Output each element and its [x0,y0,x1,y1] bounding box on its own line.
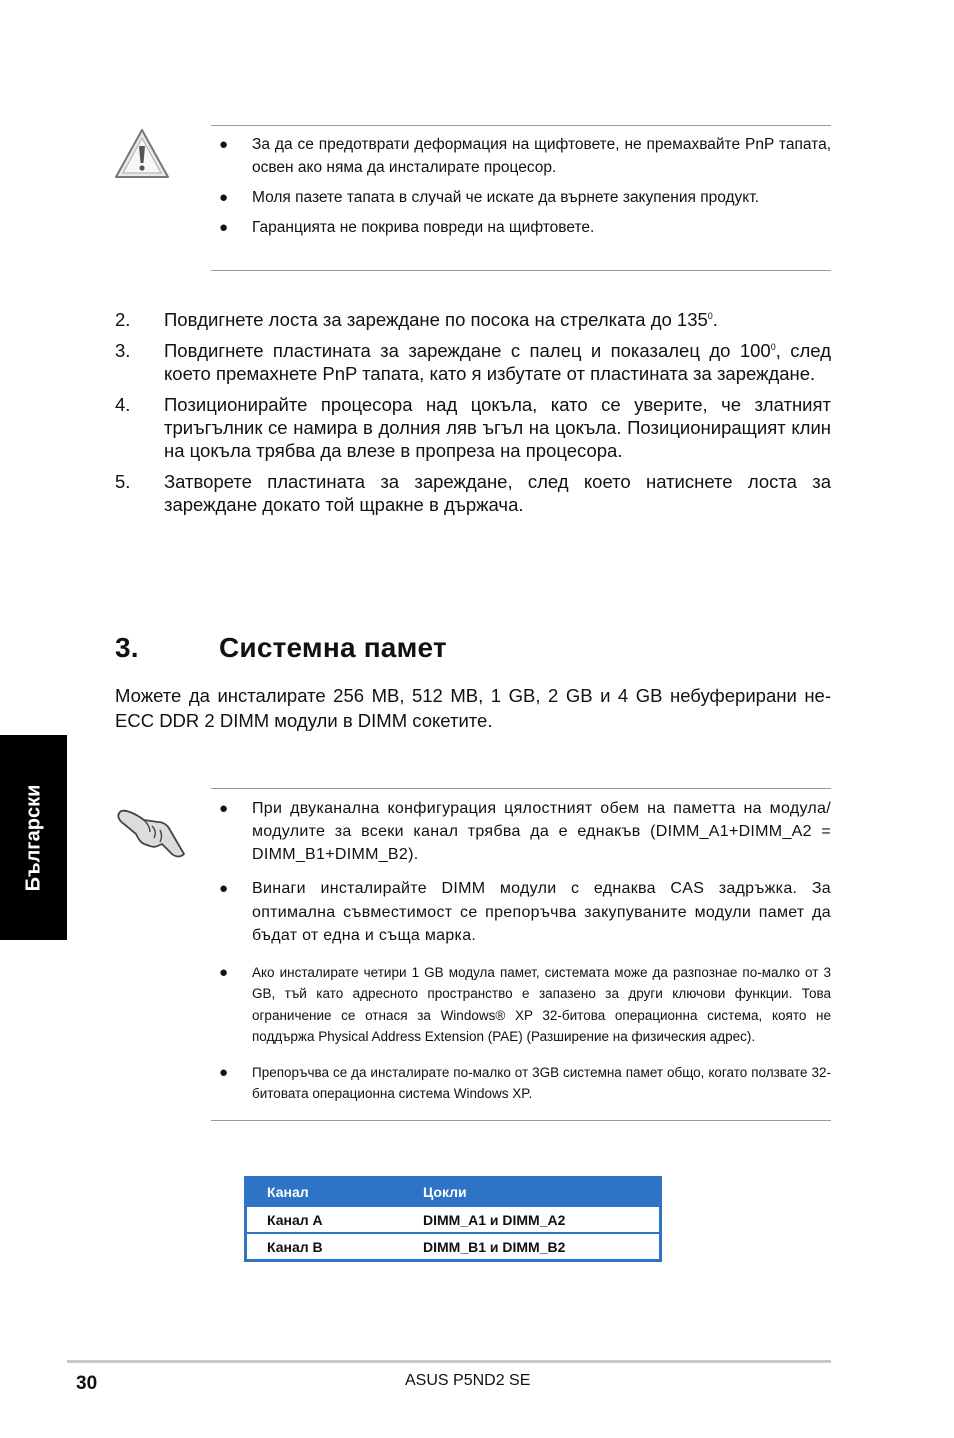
column-header: Канал [246,1178,404,1207]
list-item: ● Моля пазете тапата в случай че искате да върнете закупения продукт. [219,189,759,206]
page-number: 30 [76,1373,98,1394]
step-item: 4. Позиционирайте процесора над цокъла, като се уверите, че златният триъгълник се намира в долния ляв ъгъл на цокъла. Позициониращият клин на цокъла трябва да влезе в пропреза на процесора. [115,394,831,461]
memory-channel-table [244,1176,662,1262]
list-item: ● Винаги инсталирайте DIMM модули с еднаква CAS задръжка. За оптимална съвместимост се препоръчва закупуваните модули памет да бъдат от една и съща марка. [219,880,831,944]
step-item: 5. Затворете пластината за зареждане, след което натиснете лоста за зареждане докато той щракне в държача. [115,471,831,515]
installation-steps [115,308,831,524]
table-row [246,1206,661,1233]
list-item: ● Препоръчва се да инсталирате по-малко от 3GB системна памет общо, когато ползвате 32-битовата операционна система Windows XP. [219,1063,831,1101]
table-cell: Канал B [246,1233,404,1261]
table-cell: DIMM_B1 и DIMM_B2 [403,1233,661,1261]
table-header-row [246,1178,661,1207]
step-item: 2. Повдигнете лоста за зареждане по посока на стрелката до $135^0$. [115,309,718,330]
note-list [211,797,831,1105]
section-intro: Можете да инсталирате 256 MB, 512 MB, 1 GB, 2 GB и 4 GB небуферирани не-ECC DDR 2 DIMM модули в DIMM сокетите. [115,685,831,731]
note-bottom-rule [211,1120,831,1121]
step-item: 3. Повдигнете пластината за зареждане с палец и показалец до $100^0$, след което премахнете PnP тапата, като я избутате от пластината за зареждане. [115,340,831,384]
footer-title: ASUS P5ND2 SE [405,1372,531,1389]
table-row [246,1233,661,1261]
caution-list [211,133,831,239]
list-item: ● Ако инсталирате четири 1 GB модула памет, системата може да разпознае по-малко от 3 GB, тъй като адресното пространство е запазено за други ключови функции. Това ограничение се отнася за Windows® XP 32-битова операционна система, която не поддържа Physical Address Extension (PAE) (Разширение на физическия адрес). [219,963,831,1044]
caution-bottom-rule [211,270,831,271]
table-cell: Канал A [246,1206,404,1233]
caution-top-rule [211,125,831,126]
section-title: 3. Системна памет [115,632,447,663]
warning-triangle-icon [113,126,171,182]
list-item: ● При двуканална конфигурация цялостният обем на паметта на модула/модулите за всеки канал трябва да е еднакъв (DIMM_A1+DIMM_A2 = DIMM_B1+DIMM_B2). [219,800,831,863]
footer-rule [67,1360,831,1363]
note-top-rule [211,788,831,789]
list-item: ● За да се предотврати деформация на щифтовете, не премахвайте PnP тапата, освен ако няма да инсталирате процесор. [219,136,831,176]
column-header: Цокли [403,1178,661,1207]
list-item: ● Гаранцията не покрива повреди на щифтовете. [219,219,595,236]
table-cell: DIMM_A1 и DIMM_A2 [403,1206,661,1233]
pointing-hand-icon [114,802,188,860]
language-side-tab: Български [0,735,67,940]
